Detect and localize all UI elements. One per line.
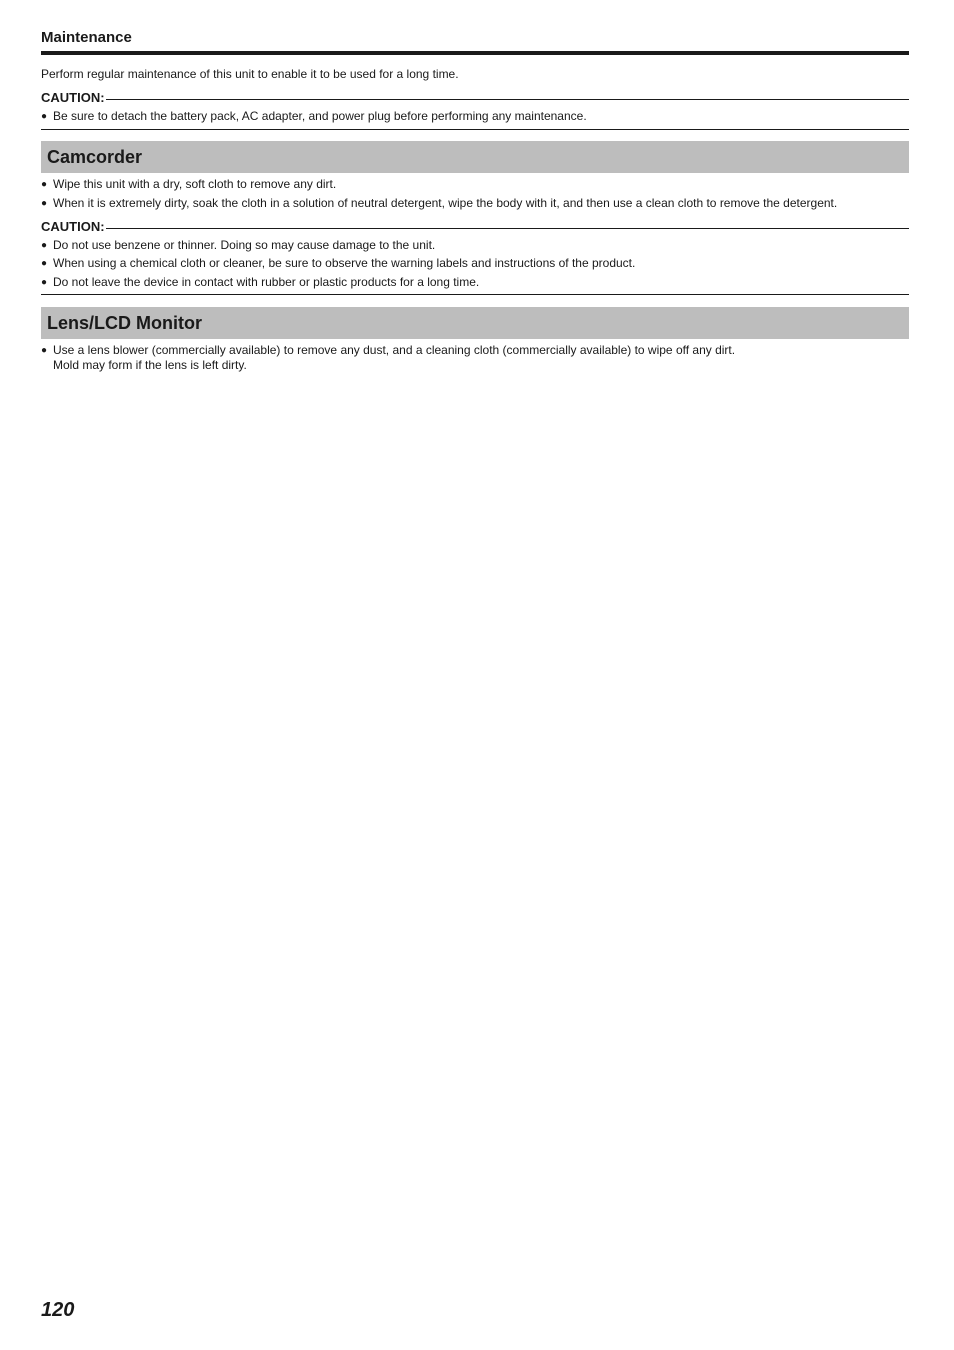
caution-heading bbox=[41, 219, 909, 234]
caution-label: CAUTION: bbox=[41, 90, 105, 105]
list-item bbox=[41, 177, 909, 192]
caution-label: CAUTION: bbox=[41, 219, 105, 234]
caution-item-text: When using a chemical cloth or cleaner, be sure to observe the warning labels and instructions of the product. bbox=[53, 256, 636, 270]
caution-item-text: Be sure to detach the battery pack, AC adapter, and power plug before performing any maintenance. bbox=[53, 109, 587, 123]
list-item bbox=[41, 196, 909, 211]
caution-divider bbox=[106, 228, 909, 229]
bullet-icon: ● bbox=[41, 111, 48, 122]
caution-item-text: Do not use benzene or thinner. Doing so may cause damage to the unit. bbox=[53, 238, 436, 252]
caution-item bbox=[41, 238, 909, 253]
caution-item bbox=[41, 109, 909, 124]
bullet-icon: ● bbox=[41, 277, 48, 288]
section-heading-lens-lcd: Lens/LCD Monitor bbox=[41, 307, 909, 339]
title-rule bbox=[41, 51, 909, 55]
list-item-text: Wipe this unit with a dry, soft cloth to remove any dirt. bbox=[53, 177, 337, 191]
caution-item bbox=[41, 275, 909, 290]
bullet-icon: ● bbox=[41, 258, 48, 269]
section-heading-camcorder: Camcorder bbox=[41, 141, 909, 173]
list-item bbox=[41, 343, 909, 373]
caution-divider bbox=[106, 99, 909, 100]
page-number: 120 bbox=[41, 1299, 75, 1321]
list-item-text: When it is extremely dirty, soak the cloth in a solution of neutral detergent, wipe the body with it, and then use a clean cloth to remove the detergent. bbox=[53, 196, 838, 210]
caution-item bbox=[41, 256, 909, 271]
caution-heading bbox=[41, 90, 909, 105]
intro-text: Perform regular maintenance of this unit to enable it to be used for a long time. bbox=[41, 67, 459, 81]
bullet-icon: ● bbox=[41, 240, 48, 251]
caution-end-rule bbox=[41, 294, 909, 295]
bullet-icon: ● bbox=[41, 198, 48, 209]
page-title: Maintenance bbox=[41, 29, 132, 46]
bullet-icon: ● bbox=[41, 345, 48, 356]
list-item-note: Mold may form if the lens is left dirty. bbox=[53, 358, 247, 372]
bullet-icon: ● bbox=[41, 179, 48, 190]
list-item-text: Use a lens blower (commercially available) to remove any dust, and a cleaning cloth (commercially available) to wipe off any dirt. bbox=[53, 343, 736, 357]
caution-item-text: Do not leave the device in contact with rubber or plastic products for a long time. bbox=[53, 275, 480, 289]
caution-end-rule bbox=[41, 129, 909, 130]
